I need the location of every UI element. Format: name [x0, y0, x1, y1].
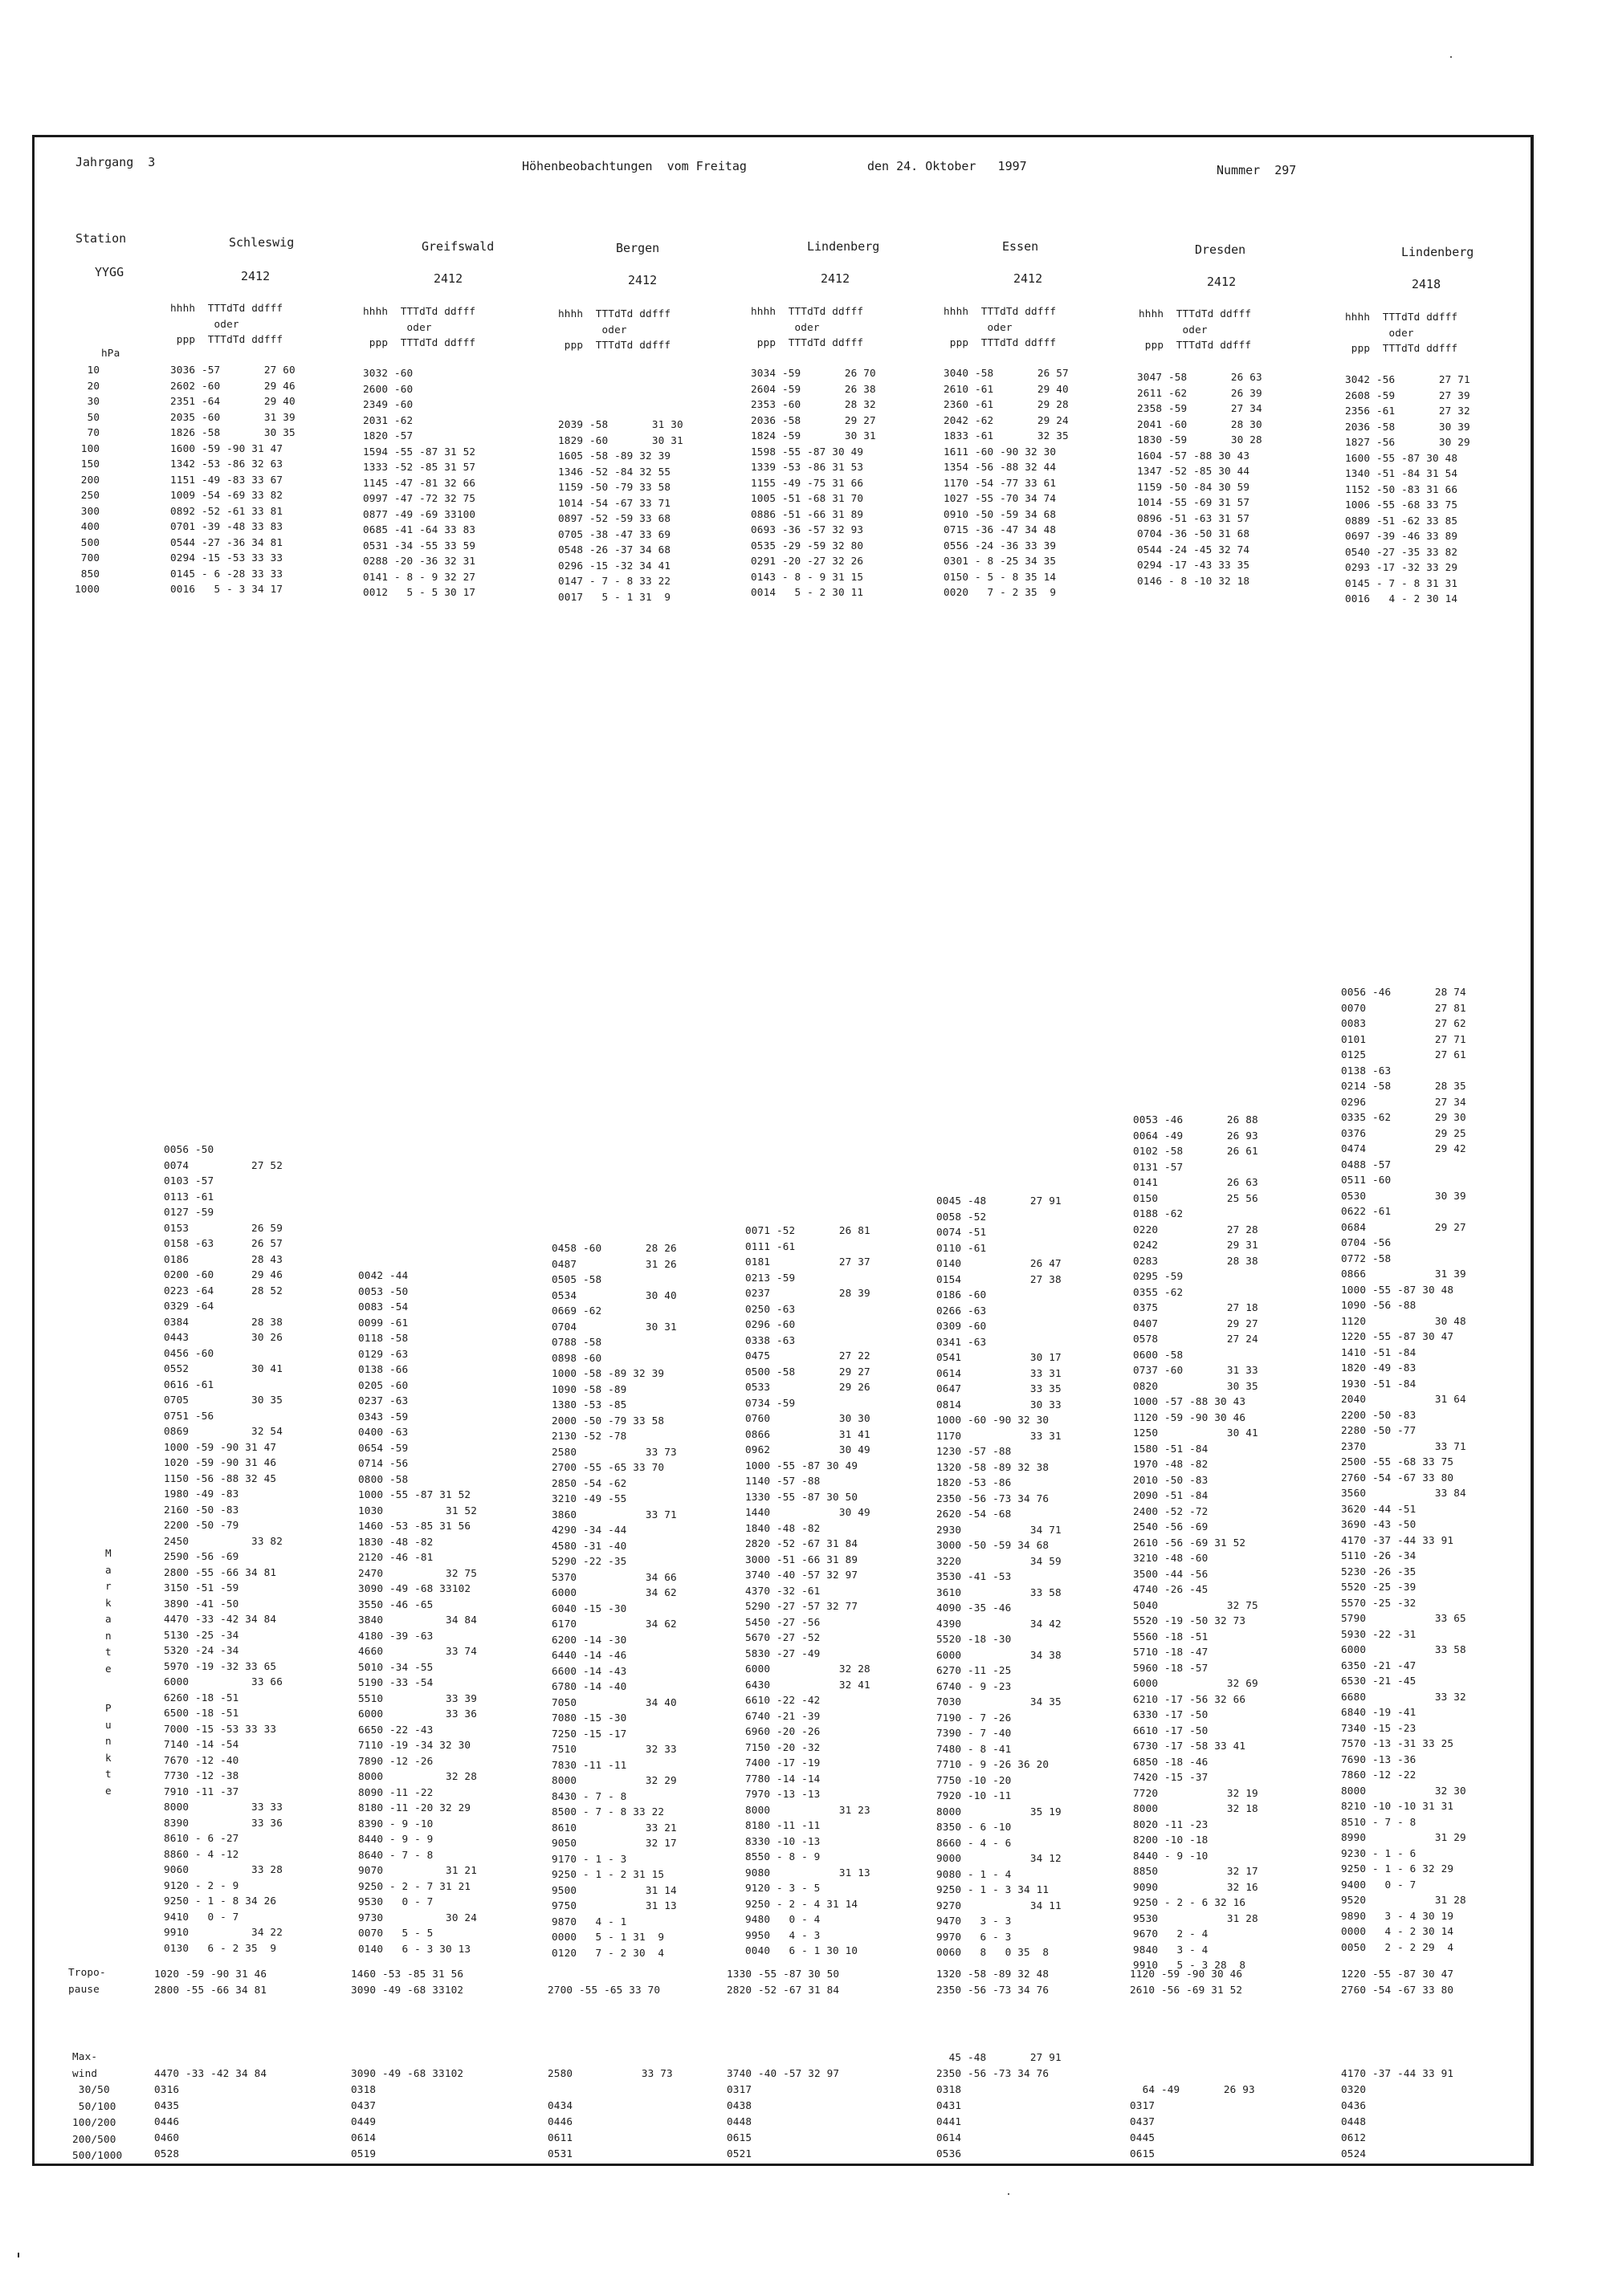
- station-yygg: 2412: [821, 271, 850, 286]
- scan-speck: [18, 2253, 19, 2257]
- significant-levels: 0458 -60 28 26 0487 31 26 0505 -58 0534 30 40 0669 -62 0704 30 31 0788 -58 0898 -60 1000 -58 -89 32 39 1090 -58 -89 1380 -53 -85 2000 -50 -79 33 58 2130 -52 -78 2580 33 73 2700 -55 -65 33 70 2850 -54 -62 3210 -49 -55 3860 33 71 4290 -34 -44 4580 -31 -40 5290 -22 -35 5370 34 66 6000 34 62 6040 -15 -30 6170 34 62 6200 -14 -30 6440 -14 -46 6600 -14 -43 6780 -14 -40 7050 34 40 7080 -15 -30 7250 -15 -17 7510 32 33 7830 -11 -11 8000 32 29 8430 - 7 - 8 8500 - 7 - 8 33 22 8610 33 21 9050 32 17 9170 - 1 - 3 9250 - 1 - 2 31 15 9500 31 14 9750 31 13 9870 4 - 1 0000 5 - 1 31 9 0120 7 - 2 30 4: [552, 1242, 677, 1959]
- station-name: Lindenberg: [1401, 245, 1474, 259]
- tropopause-data: 1220 -55 -87 30 47 2760 -54 -67 33 80: [1341, 1968, 1454, 1996]
- standard-levels: 3040 -58 26 57 2610 -61 29 40 2360 -61 29 28 2042 -62 29 24 1833 -61 32 35 1611 -60 -90 32 30 1354 -56 -88 32 44 1170 -54 -77 33 61 1027 -55 -70 34 74 0910 -50 -59 34 68 0715 -36 -47 34 48 0556 -24 -36 33 39 0301 - 8 -25 34 35 0150 - 5 - 8 35 14 0020 7 - 2 35 9: [944, 367, 1069, 598]
- scan-speck: [1008, 2193, 1009, 2195]
- pressure-levels: 10 20 30 50 70 100 150 200 250 300 400 500 700 850 1000: [75, 364, 100, 595]
- tropopause-label: Tropo- pause: [68, 1966, 106, 1995]
- standard-levels: 3042 -56 27 71 2608 -59 27 39 2356 -61 27 32 2036 -58 30 39 1827 -56 30 29 1600 -55 -87 30 48 1340 -51 -84 31 54 1152 -50 -83 31 66 1006 -55 -68 33 75 0889 -51 -62 33 85 0697 -39 -46 33 89 0540 -27 -35 33 82 0293 -17 -32 33 29 0145 - 7 - 8 31 31 0016 4 - 2 30 14: [1345, 373, 1470, 605]
- significant-levels: 0071 -52 26 81 0111 -61 0181 27 37 0213 -59 0237 28 39 0250 -63 0296 -60 0338 -63 0475 27 22 0500 -58 29 27 0533 29 26 0734 -59 0760 30 30 0866 31 41 0962 30 49 1000 -55 -87 30 49 1140 -57 -88 1330 -55 -87 30 50 1440 30 49 1840 -48 -82 2820 -52 -67 31 84 3000 -51 -66 31 89 3740 -40 -57 32 97 4370 -32 -61 5290 -27 -57 32 77 5450 -27 -56 5670 -27 -52 5830 -27 -49 6000 32 28 6430 32 41 6610 -22 -42 6740 -21 -39 6960 -20 -26 7150 -20 -32 7400 -17 -19 7780 -14 -14 7970 -13 -13 8000 31 23 8180 -11 -11 8330 -10 -13 8550 - 8 - 9 9080 31 13 9120 - 3 - 5 9250 - 2 - 4 31 14 9480 0 - 4 9950 4 - 3 0040 6 - 1 30 10: [745, 1224, 870, 1956]
- volume-label: Jahrgang 3: [75, 155, 156, 169]
- tropopause-data: 1120 -59 -90 30 46 2610 -56 -69 31 52: [1130, 1968, 1243, 1996]
- station-name: Schleswig: [229, 235, 295, 250]
- maxwind-label: Max- wind 30/50 50/100 100/200 200/500 500/1000: [72, 2050, 123, 2161]
- report-date: den 24. Oktober 1997: [867, 159, 1027, 173]
- scan-speck: [1450, 56, 1452, 58]
- maxwind-data: 64 -49 26 93 0317 0437 0445 0615: [1130, 2083, 1255, 2160]
- station-name: Bergen: [616, 241, 660, 255]
- station-yygg: 2412: [241, 269, 271, 283]
- station-name: Greifswald: [422, 239, 495, 254]
- column-header: hhhh TTTdTd ddfff oder ppp TTTdTd ddfff: [363, 305, 476, 348]
- station-yygg: 2412: [1013, 271, 1043, 286]
- maxwind-data: 2580 33 73 0434 0446 0611 0531: [548, 2067, 673, 2160]
- significant-levels: 0056 -46 28 74 0070 27 81 0083 27 62 0101 27 71 0125 27 61 0138 -63 0214 -58 28 35 0296 27 34 0335 -62 29 30 0376 29 25 0474 29 42 0488 -57 0511 -60 0530 30 39 0622 -61 0684 29 27 0704 -56 0772 -58 0866 31 39 1000 -55 -87 30 48 1090 -56 -88 1120 30 48 1220 -55 -87 30 47 1410 -51 -84 1820 -49 -83 1930 -51 -84 2040 31 64 2200 -50 -83 2280 -50 -77 2370 33 71 2500 -55 -68 33 75 2760 -54 -67 33 80 3560 33 84 3620 -44 -51 3690 -43 -50 4170 -37 -44 33 91 5110 -26 -34 5230 -26 -35 5520 -25 -39 5570 -25 -32 5790 33 65 5930 -22 -31 6000 33 58 6350 -21 -47 6530 -21 -45 6680 33 32 6840 -19 -41 7340 -15 -23 7570 -13 -31 33 25 7690 -13 -36 7860 -12 -22 8000 32 30 8210 -10 -10 31 31 8510 - 7 - 8 8990 31 29 9230 - 1 - 6 9250 - 1 - 6 32 29 9400 0 - 7 9520 31 28 9890 3 - 4 30 19 0000 4 - 2 30 14 0050 2 - 2 29 4: [1341, 986, 1466, 1953]
- tropopause-data: 1320 -58 -89 32 48 2350 -56 -73 34 76: [936, 1968, 1050, 1996]
- station-row-label: Station: [75, 231, 127, 246]
- standard-levels: 3034 -59 26 70 2604 -59 26 38 2353 -60 28 32 2036 -58 29 27 1824 -59 30 31 1598 -55 -87 30 49 1339 -53 -86 31 53 1155 -49 -75 31 66 1005 -51 -68 31 70 0886 -51 -66 31 89 0693 -36 -57 32 93 0535 -29 -59 32 80 0291 -20 -27 32 26 0143 - 8 - 9 31 15 0014 5 - 2 30 11: [751, 367, 876, 598]
- station-name: Essen: [1002, 239, 1039, 254]
- page-title: Höhenbeobachtungen vom Freitag: [522, 159, 747, 173]
- maxwind-data: 4170 -37 -44 33 91 0320 0436 0448 0612 0524: [1341, 2067, 1454, 2160]
- column-header: hhhh TTTdTd ddfff oder ppp TTTdTd ddfff: [170, 302, 283, 345]
- tropopause-data: 1020 -59 -90 31 46 2800 -55 -66 34 81: [154, 1968, 267, 1996]
- significant-levels: 0056 -50 0074 27 52 0103 -57 0113 -61 0127 -59 0153 26 59 0158 -63 26 57 0186 28 43 0200 -60 29 46 0223 -64 28 52 0329 -64 0384 28 38 0443 30 26 0456 -60 0552 30 41 0616 -61 0705 30 35 0751 -56 0869 32 54 1000 -59 -90 31 47 1020 -59 -90 31 46 1150 -56 -88 32 45 1980 -49 -83 2160 -50 -83 2200 -50 -79 2450 33 82 2590 -56 -69 2800 -55 -66 34 81 3150 -51 -59 3890 -41 -50 4470 -33 -42 34 84 5130 -25 -34 5320 -24 -34 5970 -19 -32 33 65 6000 33 66 6260 -18 -51 6500 -18 -51 7000 -15 -53 33 33 7140 -14 -54 7670 -12 -40 7730 -12 -38 7910 -11 -37 8000 33 33 8390 33 36 8610 - 6 -27 8860 - 4 -12 9060 33 28 9120 - 2 - 9 9250 - 1 - 8 34 26 9410 0 - 7 9910 34 22 0130 6 - 2 35 9: [164, 1143, 283, 1954]
- markante-label: M a r k a n t e: [105, 1547, 112, 1675]
- yygg-row-label: YYGG: [95, 265, 124, 279]
- significant-levels: 0042 -44 0053 -50 0083 -54 0099 -61 0118 -58 0129 -63 0138 -66 0205 -60 0237 -63 0343 -59 0400 -63 0654 -59 0714 -56 0800 -58 1000 -55 -87 31 52 1030 31 52 1460 -53 -85 31 56 1830 -48 -82 2120 -46 -81 2470 32 75 3090 -49 -68 33102 3550 -46 -65 3840 34 84 4180 -39 -63 4660 33 74 5010 -34 -55 5190 -33 -54 5510 33 39 6000 33 36 6650 -22 -43 7110 -19 -34 32 30 7890 -12 -26 8000 32 28 8090 -11 -22 8180 -11 -20 32 29 8390 - 9 -10 8440 - 9 - 9 8640 - 7 - 8 9070 31 21 9250 - 2 - 7 31 21 9530 0 - 7 9730 30 24 0070 5 - 5 0140 6 - 3 30 13: [358, 1269, 477, 1955]
- significant-levels: 0045 -48 27 91 0058 -52 0074 -51 0110 -61 0140 26 47 0154 27 38 0186 -60 0266 -63 0309 -60 0341 -63 0541 30 17 0614 33 31 0647 33 35 0814 30 33 1000 -60 -90 32 30 1170 33 31 1230 -57 -88 1320 -58 -89 32 38 1820 -53 -86 2350 -56 -73 34 76 2620 -54 -68 2930 34 71 3000 -50 -59 34 68 3220 34 59 3530 -41 -53 3610 33 58 4090 -35 -46 4390 34 42 5520 -18 -30 6000 34 38 6270 -11 -25 6740 - 9 -23 7030 34 35 7190 - 7 -26 7390 - 7 -40 7480 - 8 -41 7710 - 9 -26 36 20 7750 -10 -20 7920 -10 -11 8000 35 19 8350 - 6 -10 8660 - 4 - 6 9000 34 12 9080 - 1 - 4 9250 - 1 - 3 34 11 9270 34 11 9470 3 - 3 9970 6 - 3 0060 8 0 35 8: [936, 1195, 1062, 1958]
- station-yygg: 2412: [1207, 275, 1237, 289]
- station-name: Lindenberg: [807, 239, 880, 254]
- standard-levels: 2039 -58 31 30 1829 -60 30 31 1605 -58 -89 32 39 1346 -52 -84 32 55 1159 -50 -79 33 58 1014 -54 -67 33 71 0897 -52 -59 33 68 0705 -38 -47 33 69 0548 -26 -37 34 68 0296 -15 -32 34 41 0147 - 7 - 8 33 22 0017 5 - 1 31 9: [558, 418, 683, 603]
- standard-levels: 3032 -60 2600 -60 2349 -60 2031 -62 1820 -57 1594 -55 -87 31 52 1333 -52 -85 31 57 1145 -47 -81 32 66 0997 -47 -72 32 75 0877 -49 -69 33100 0685 -41 -64 33 83 0531 -34 -55 33 59 0288 -20 -36 32 31 0141 - 8 - 9 32 27 0012 5 - 5 30 17: [363, 367, 476, 598]
- tropopause-data: 1330 -55 -87 30 50 2820 -52 -67 31 84: [727, 1968, 840, 1996]
- hpa-label: hPa: [101, 347, 120, 359]
- significant-levels: 0053 -46 26 88 0064 -49 26 93 0102 -58 26 61 0131 -57 0141 26 63 0150 25 56 0188 -62 0220 27 28 0242 29 31 0283 28 38 0295 -59 0355 -62 0375 27 18 0407 29 27 0578 27 24 0600 -58 0737 -60 31 33 0820 30 35 1000 -57 -88 30 43 1120 -59 -90 30 46 1250 30 41 1580 -51 -84 1970 -48 -82 2010 -50 -83 2090 -51 -84 2400 -52 -72 2540 -56 -69 2610 -56 -69 31 52 3210 -48 -60 3500 -44 -56 4740 -26 -45 5040 32 75 5520 -19 -50 32 73 5560 -18 -51 5710 -18 -47 5960 -18 -57 6000 32 69 6210 -17 -56 32 66 6330 -17 -50 6610 -17 -50 6730 -17 -58 33 41 6850 -18 -46 7420 -15 -37 7720 32 19 8000 32 18 8020 -11 -23 8200 -10 -18 8440 - 9 -10 8850 32 17 9090 32 16 9250 - 2 - 6 32 16 9530 31 28 9670 2 - 4 9840 3 - 4 9910 5 - 3 28 8: [1133, 1113, 1258, 1971]
- station-yygg: 2418: [1412, 277, 1441, 291]
- punkte-label: P u n k t e: [105, 1702, 112, 1797]
- station-name: Dresden: [1195, 242, 1246, 257]
- maxwind-data: 45 -48 27 91 2350 -56 -73 34 76 0318 0431 0441 0614 0536: [936, 2051, 1062, 2160]
- station-yygg: 2412: [628, 273, 658, 287]
- tropopause-data: 2700 -55 -65 33 70: [548, 1983, 661, 1996]
- standard-levels: 3047 -58 26 63 2611 -62 26 39 2358 -59 27 34 2041 -60 28 30 1830 -59 30 28 1604 -57 -88 30 43 1347 -52 -85 30 44 1159 -50 -84 30 59 1014 -55 -69 31 57 0896 -51 -63 31 57 0704 -36 -50 31 68 0544 -24 -45 32 74 0294 -17 -43 33 35 0146 - 8 -10 32 18: [1137, 371, 1262, 587]
- column-header: hhhh TTTdTd ddfff oder ppp TTTdTd ddfff: [751, 305, 864, 348]
- maxwind-data: 3740 -40 -57 32 97 0317 0438 0448 0615 0521: [727, 2067, 840, 2160]
- column-header: hhhh TTTdTd ddfff oder ppp TTTdTd ddfff: [558, 307, 671, 351]
- maxwind-data: 4470 -33 -42 34 84 0316 0435 0446 0460 0528: [154, 2067, 267, 2160]
- column-header: hhhh TTTdTd ddfff oder ppp TTTdTd ddfff: [1139, 307, 1252, 351]
- tropopause-data: 1460 -53 -85 31 56 3090 -49 -68 33102: [351, 1968, 464, 1996]
- station-yygg: 2412: [434, 271, 463, 286]
- standard-levels: 3036 -57 27 60 2602 -60 29 46 2351 -64 29 40 2035 -60 31 39 1826 -58 30 35 1600 -59 -90 31 47 1342 -53 -86 32 63 1151 -49 -83 33 67 1009 -54 -69 33 82 0892 -52 -61 33 81 0701 -39 -48 33 83 0544 -27 -36 34 81 0294 -15 -53 33 33 0145 - 6 -28 33 33 0016 5 - 3 34 17: [170, 364, 296, 595]
- issue-number: Nummer 297: [1217, 163, 1297, 177]
- maxwind-data: 3090 -49 -68 33102 0318 0437 0449 0614 0519: [351, 2067, 464, 2160]
- column-header: hhhh TTTdTd ddfff oder ppp TTTdTd ddfff: [1345, 311, 1458, 354]
- column-header: hhhh TTTdTd ddfff oder ppp TTTdTd ddfff: [944, 305, 1057, 348]
